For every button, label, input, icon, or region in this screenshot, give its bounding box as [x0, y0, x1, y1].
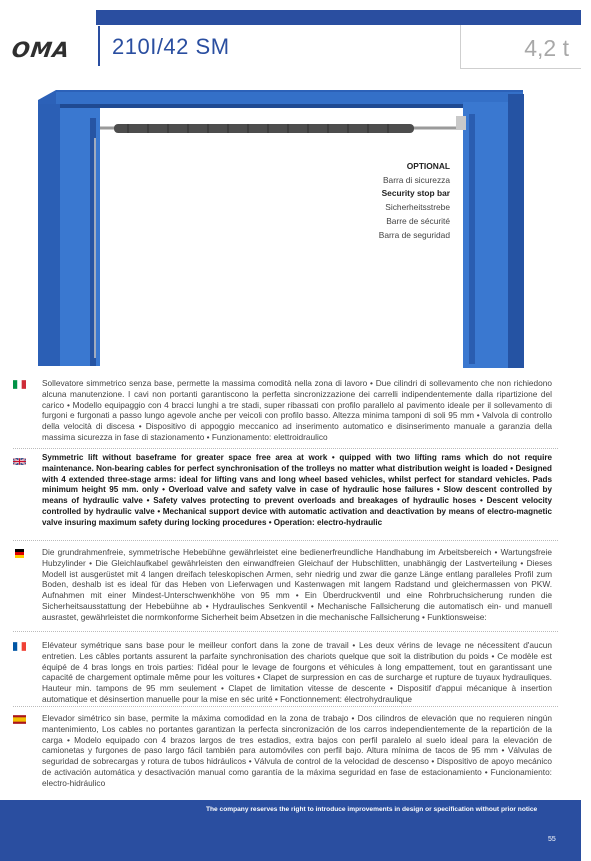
- footer-page-bar: [0, 820, 581, 861]
- description-text: Elévateur symétrique sans base pour le meilleur confort dans la zone de travail • Les deux vérins de levage ne nécessitent d'aucun entretien. Les câbles portants assurent la parfaite synchronisation des chariots quelque que soit la distribution du poids • Ce modèle est équipé de 4 bras longs en trois parties: l'idéal pour le levage de fourgons et véhicules à long empattement, tout en garantissant une capacité de chargement optimale même pour les voitures • Clapet de surpression en cas de surcharge et rupture de tuyaux hydrauliques. Hauteur min. tampons de 95 mm seulement • Clapet de limitation vitesse de descente • Dispositif d'appui mécanique à insertion automatique et désinsertion manuelle pour la mise en séc urité • Fonctionnement: électrohydraulique: [42, 640, 552, 704]
- callout-es: Barra de seguridad: [378, 229, 450, 240]
- callout-en: Security stop bar: [381, 188, 450, 199]
- divider: [13, 448, 558, 449]
- optional-callout: [360, 160, 450, 242]
- france-flag-icon: [13, 642, 26, 651]
- footer-disclaimer: The company reserves the right to introduce improvements in design or specification without prior notice: [206, 806, 538, 813]
- lift-photo: [38, 88, 543, 368]
- description-text: Elevador simétrico sin base, permite la máxima comodidad en la zona de trabajo • Dos cilindros de elevación que no requieren ningún mantenimiento, Los cables no portantes garantizan la perfecta sincronización de los carros independientemente de la repartición de la carga • Modelo equipado con 4 brazos largos de tres estadios, extra bajos con perfil paralelo al suelo ideal para la elevación de camionetas y furgones de paso largo fácil también para automóviles con perfil bajo. Altura mínima de tacos de 95 mm • Válvulas de seguridad de sobrecargas y rotura de tubos hidráulicos • Válvula de control de la velocidad de descenso • Dispositivo de apoyo mecánico de activación automática y desactivación manual como garantía de la máxima seguridad en fase de estacionamiento • Funcionamiento: electro-hidráulico: [42, 713, 552, 788]
- capacity-value: 4,2 t: [524, 35, 569, 61]
- callout-de: Sicherheitsstrebe: [385, 202, 450, 213]
- page-number: 55: [548, 836, 556, 843]
- model-title: 210I/42 SM: [112, 34, 230, 59]
- germany-flag-icon: [13, 549, 26, 558]
- callout-fr: Barre de sécurité: [386, 215, 450, 226]
- header-divider: [98, 26, 100, 66]
- brand-logo: [12, 38, 92, 60]
- optional-label: OPTIONAL: [406, 161, 450, 171]
- description-text: Die grundrahmenfreie, symmetrische Hebebühne gewährleistet eine bedienerfreundliche Handhabung im Arbeitsbereich • Wartungsfreie Hubzylinder • Die Gleichlaufkabel gewährleisten den einwandfreien Gleichauf der Hubschlitten, unabhängig der Lastverteilung • Dieses Modell ist ausgerüstet mit 4 langen dreifach teleskopischen Armen, sehr niedrig und zwar die ganze Länge entlang paralleles Profil zum Boden, deshalb ist es ideal für das Heben von Lieferwagen und Kastenwagen mit langem Radstand und gleichermassen von PKW. Aufnahmen mit einer Mindest-Unterschwenkhöhe von 95 mm • Ein Überdruckventil und eine Rohrbruchsicherung runden die Sicherheitsausstattung der Hebebühne ab • Hydraulisches Senkventil • Mechanische Fallsicherung die automatisch ein- und manuell ausrastet, gewährleistet die normkonforme Sicherheit beim Absetzen in die mechanische Fallsicherung • Funktionsweise:: [42, 547, 552, 622]
- callout-it: Barra di sicurezza: [382, 174, 450, 185]
- capacity-box: [460, 25, 581, 69]
- divider: [13, 540, 558, 541]
- divider: [13, 706, 558, 707]
- header-bar: [96, 10, 581, 25]
- divider: [13, 631, 558, 632]
- uk-flag-icon: [13, 457, 26, 466]
- description-text: Sollevatore simmetrico senza base, permette la massima comodità nella zona di lavoro • Due cilindri di sollevamento che non richiedono alcuna manutenzione. I cavi non portanti garantiscono la perfetta sincronizzazione dei carrelli indipendentemente dalla ripartizione del carico • Modello equipaggio con 4 bracci lunghi a tre stadi, super ribassati con profilo parallelo al pavimento ideale per il sollevamento di furgoni e furgonati a passo lungo agevole anche per veicoli con profilo basso. Altezza minima tamponi di soli 95 mm • Valvola di controllo della velocità di discesa • Dispositivo di appoggio meccanico ad inserimento automatico e disinserimento manuale a garanzia della massima sicurezza in fase di stazionamento • Funzionamento: elettroidraulico: [42, 378, 552, 442]
- description-text: Symmetric lift without baseframe for greater space free area at work • quipped with two lifting rams which do not require maintenance. Non-bearing cables for perfect synchronisation of the trolleys no matter what distribution weight is loaded • Designed with 4 extended three-stage arms: ideal for lifting vans and long wheel based vehicles, whilst perfect for standard vehicles. Pads minimum height 95 mm. only • Overload valve and safety valve in case of hydraulic hose failures • Slow descent controlled by means of hydraulic valve • Safety valves protecting to prevent overloads and breakages of hydraulic hoses • Descent velocity controlled by hydraulic valve • Mechanical support device with automatic activation and deactivation by means of electro-magnetic valve insuring maximum safety during locking procedures • Operation: electro-hydraulic: [42, 453, 552, 527]
- spain-flag-icon: [13, 715, 26, 724]
- italy-flag-icon: [13, 380, 26, 389]
- logo-text: OMA: [10, 38, 72, 62]
